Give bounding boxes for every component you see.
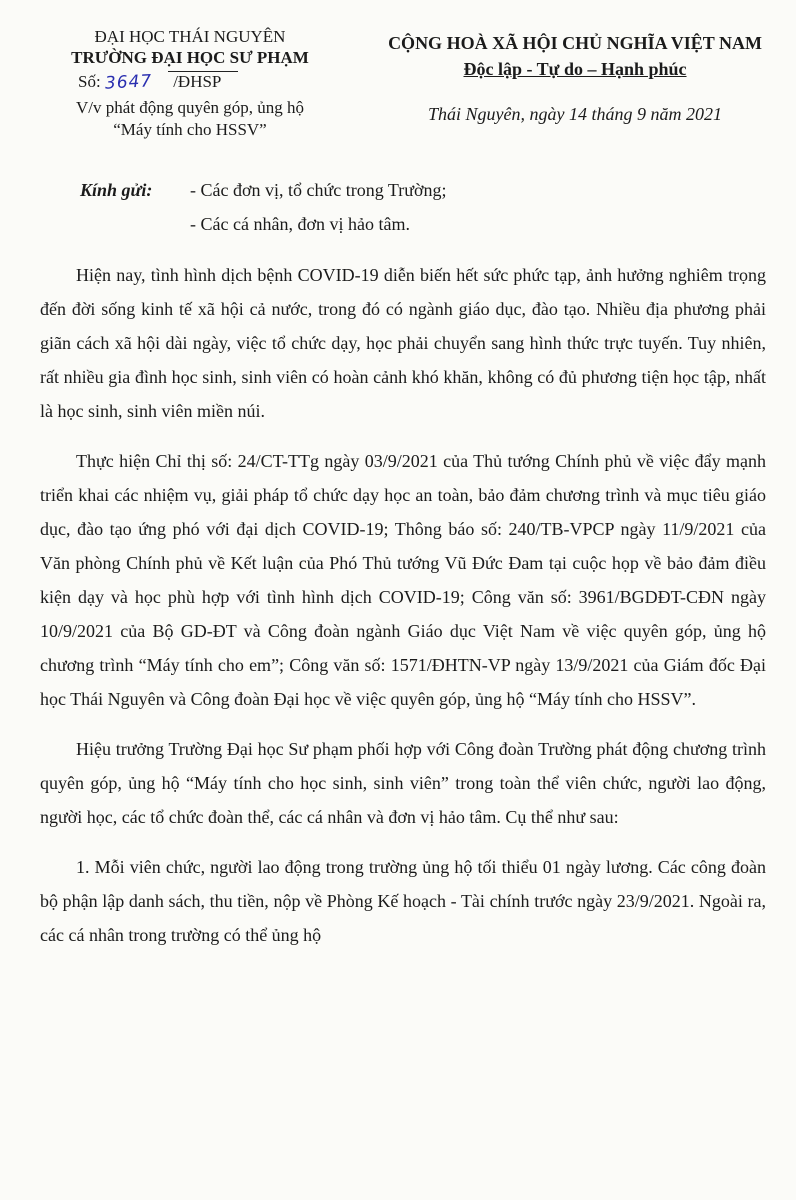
school-name: TRƯỜNG ĐẠI HỌC SƯ PHẠM bbox=[71, 48, 309, 67]
subject-line-2: “Máy tính cho HSSV” bbox=[113, 120, 267, 139]
document-body bbox=[40, 258, 766, 968]
recipient-line-1: - Các đơn vị, tổ chức trong Trường; bbox=[190, 180, 447, 200]
country-name: CỘNG HOÀ XÃ HỘI CHỦ NGHĨA VIỆT NAM bbox=[388, 33, 762, 53]
issuer-block bbox=[40, 26, 340, 68]
national-header bbox=[378, 30, 772, 82]
body-paragraph-2: Thực hiện Chỉ thị số: 24/CT-TTg ngày 03/9/2021 của Thủ tướng Chính phủ về việc đẩy mạnh triển khai các nhiệm vụ, giải pháp tổ chức dạy học an toàn, bảo đảm chương trình và mục tiêu giáo dục, đào tạo ứng phó với đại dịch COVID-19; Thông báo số: 240/TB-VPCP ngày 11/9/2021 của Văn phòng Chính phủ về Kết luận của Phó Thủ tướng Vũ Đức Đam tại cuộc họp về bảo đảm điều kiện dạy và học phù hợp với tình hình dịch COVID-19; Công văn số: 3961/BGDĐT-CĐN ngày 10/9/2021 của Bộ GD-ĐT và Công đoàn ngành Giáo dục Việt Nam về việc quyên góp, ủng hộ chương trình “Máy tính cho em”; Công văn số: 1571/ĐHTN-VP ngày 13/9/2021 của Giám đốc Đại học Thái Nguyên và Công đoàn Đại học về việc quyên góp, ủng hộ “Máy tính cho HSSV”. bbox=[40, 451, 766, 709]
doc-number-handwritten: 3647 bbox=[104, 71, 153, 94]
doc-number-suffix: /ĐHSP bbox=[173, 72, 222, 91]
document-date: Thái Nguyên, ngày 14 tháng 9 năm 2021 bbox=[428, 104, 722, 124]
subject-line-1: V/v phát động quyên góp, ủng hộ bbox=[75, 98, 305, 117]
doc-number-prefix: Số: bbox=[78, 72, 101, 91]
document-number bbox=[78, 72, 221, 92]
body-paragraph-3: Hiệu trưởng Trường Đại học Sư phạm phối hợp với Công đoàn Trường phát động chương trình quyên góp, ủng hộ “Máy tính cho học sinh, sinh viên” trong toàn thể viên chức, người lao động, người học, các tổ chức đoàn thể, các cá nhân và đơn vị hảo tâm. Cụ thể như sau: bbox=[40, 739, 766, 827]
recipients-label: Kính gửi: bbox=[80, 180, 153, 200]
recipient-line-2: - Các cá nhân, đơn vị hảo tâm. bbox=[190, 214, 410, 234]
body-paragraph-1: Hiện nay, tình hình dịch bệnh COVID-19 diễn biến hết sức phức tạp, ảnh hưởng nghiêm trọng đến đời sống kinh tế xã hội cả nước, trong đó có ngành giáo dục, đào tạo. Nhiều địa phương phải giãn cách xã hội dài ngày, việc tổ chức dạy, học phải chuyển sang hình thức trực tuyến. Tuy nhiên, rất nhiều gia đình học sinh, sinh viên có hoàn cảnh khó khăn, không có đủ phương tiện học tập, nhất là học sinh, sinh viên miền núi. bbox=[40, 265, 766, 421]
recipients-block bbox=[80, 173, 447, 241]
national-motto: Độc lập - Tự do – Hạnh phúc bbox=[463, 59, 687, 79]
body-paragraph-4: 1. Mỗi viên chức, người lao động trong trường ủng hộ tối thiểu 01 ngày lương. Các công đoàn bộ phận lập danh sách, thu tiền, nộp về Phòng Kế hoạch - Tài chính trước ngày 23/9/2021. Ngoài ra, các cá nhân trong trường có thể ủng hộ bbox=[40, 857, 766, 945]
university-name: ĐẠI HỌC THÁI NGUYÊN bbox=[94, 27, 286, 46]
subject-block bbox=[40, 97, 340, 141]
